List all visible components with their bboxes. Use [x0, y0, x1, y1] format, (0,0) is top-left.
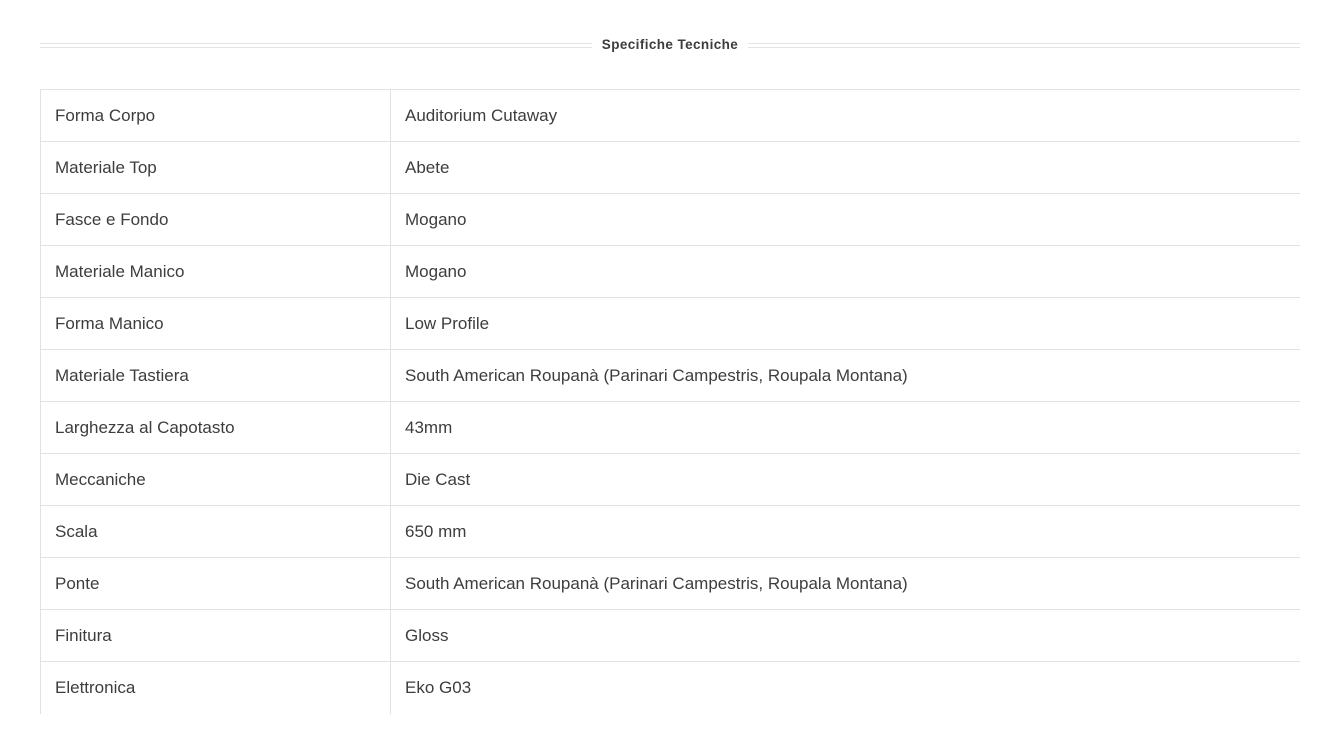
table-row [41, 298, 1300, 350]
spec-label: Materiale Manico [41, 246, 391, 297]
spec-value: South American Roupanà (Parinari Campestris, Roupala Montana) [405, 573, 908, 593]
spec-label: Larghezza al Capotasto [41, 402, 391, 453]
section-header [40, 37, 1300, 53]
spec-label: Finitura [41, 610, 391, 661]
spec-label: Materiale Tastiera [41, 350, 391, 401]
spec-value: South American Roupanà (Parinari Campestris, Roupala Montana) [405, 365, 908, 385]
table-row [41, 454, 1300, 506]
spec-table [40, 89, 1300, 714]
section-title: Specifiche Tecniche [601, 37, 739, 52]
spec-label: Scala [41, 506, 391, 557]
table-row [41, 194, 1300, 246]
spec-value: Mogano [405, 209, 467, 229]
spec-value: Eko G03 [405, 678, 472, 697]
title-divider-right [748, 43, 1300, 48]
table-row [41, 350, 1300, 402]
table-row [41, 402, 1300, 454]
spec-value: Abete [405, 157, 450, 177]
table-row [41, 662, 1300, 714]
table-row [41, 558, 1300, 610]
spec-value: 43mm [405, 417, 453, 437]
spec-value: 650 mm [405, 521, 467, 541]
spec-label: Forma Manico [41, 298, 391, 349]
spec-value: Die Cast [405, 469, 471, 489]
table-row [41, 506, 1300, 558]
spec-label: Ponte [41, 558, 391, 609]
table-row [41, 90, 1300, 142]
title-divider-left [40, 43, 592, 48]
spec-value: Auditorium Cutaway [405, 105, 558, 125]
spec-label: Materiale Top [41, 142, 391, 193]
spec-value: Mogano [405, 261, 467, 281]
spec-label: Elettronica [41, 662, 391, 714]
table-row [41, 142, 1300, 194]
table-row [41, 246, 1300, 298]
table-row [41, 610, 1300, 662]
spec-value: Gloss [405, 625, 449, 645]
spec-label: Meccaniche [41, 454, 391, 505]
spec-label: Forma Corpo [41, 90, 391, 141]
spec-value: Low Profile [405, 313, 490, 333]
spec-label: Fasce e Fondo [41, 194, 391, 245]
